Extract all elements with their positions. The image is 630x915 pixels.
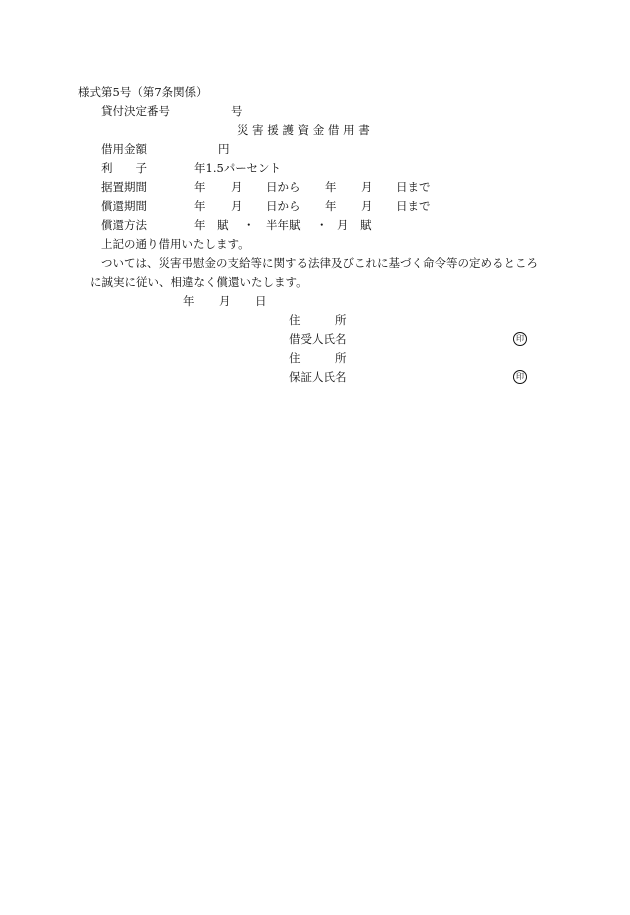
repay-until: 日まで — [396, 199, 431, 213]
decision-no-label: 貸付決定番号 — [101, 104, 170, 118]
grace-from: 日から — [266, 180, 301, 194]
repay-method-label: 償還方法 — [101, 218, 147, 232]
repay-method-dot2: ・ — [316, 218, 328, 232]
repay-method-monthly: 月 賦 — [337, 218, 372, 232]
date-year: 年 — [183, 294, 195, 308]
guarantor-seal-mark: 印 — [513, 370, 527, 384]
repay-year1: 年 — [194, 199, 206, 213]
repay-method-annual: 年 賦 — [194, 218, 229, 232]
borrower-name-label: 借受人氏名 — [289, 332, 347, 346]
statement-terms-line2: に誠実に従い、相違なく償還いたします。 — [90, 275, 308, 289]
statement-terms-line1: ついては、災害弔慰金の支給等に関する法律及びこれに基づく命令等の定めるところ — [101, 256, 538, 270]
borrower-address-label: 住 所 — [289, 313, 347, 327]
statement-borrow: 上記の通り借用いたします。 — [101, 237, 250, 251]
repay-method-semiannual: 半年賦 — [266, 218, 301, 232]
interest-value: 年1.5パーセント — [194, 161, 282, 175]
decision-no-suffix: 号 — [231, 104, 243, 118]
grace-month2: 月 — [361, 180, 373, 194]
date-day: 日 — [255, 294, 267, 308]
repay-month2: 月 — [361, 199, 373, 213]
document-title: 災 害 援 護 資 金 借 用 書 — [237, 123, 370, 137]
date-month: 月 — [219, 294, 231, 308]
amount-unit: 円 — [218, 142, 230, 156]
grace-year2: 年 — [325, 180, 337, 194]
repay-year2: 年 — [325, 199, 337, 213]
interest-label: 利 子 — [101, 161, 147, 175]
amount-label: 借用金額 — [101, 142, 147, 156]
grace-until: 日まで — [396, 180, 431, 194]
guarantor-name-label: 保証人氏名 — [289, 370, 347, 384]
repay-period-label: 償還期間 — [101, 199, 147, 213]
guarantor-address-label: 住 所 — [289, 351, 347, 365]
form-number: 様式第5号（第7条関係） — [78, 85, 208, 99]
grace-year1: 年 — [194, 180, 206, 194]
repay-method-dot1: ・ — [243, 218, 255, 232]
repay-from: 日から — [266, 199, 301, 213]
grace-month1: 月 — [231, 180, 243, 194]
repay-month1: 月 — [231, 199, 243, 213]
grace-period-label: 据置期間 — [101, 180, 147, 194]
borrower-seal-mark: 印 — [513, 332, 527, 346]
